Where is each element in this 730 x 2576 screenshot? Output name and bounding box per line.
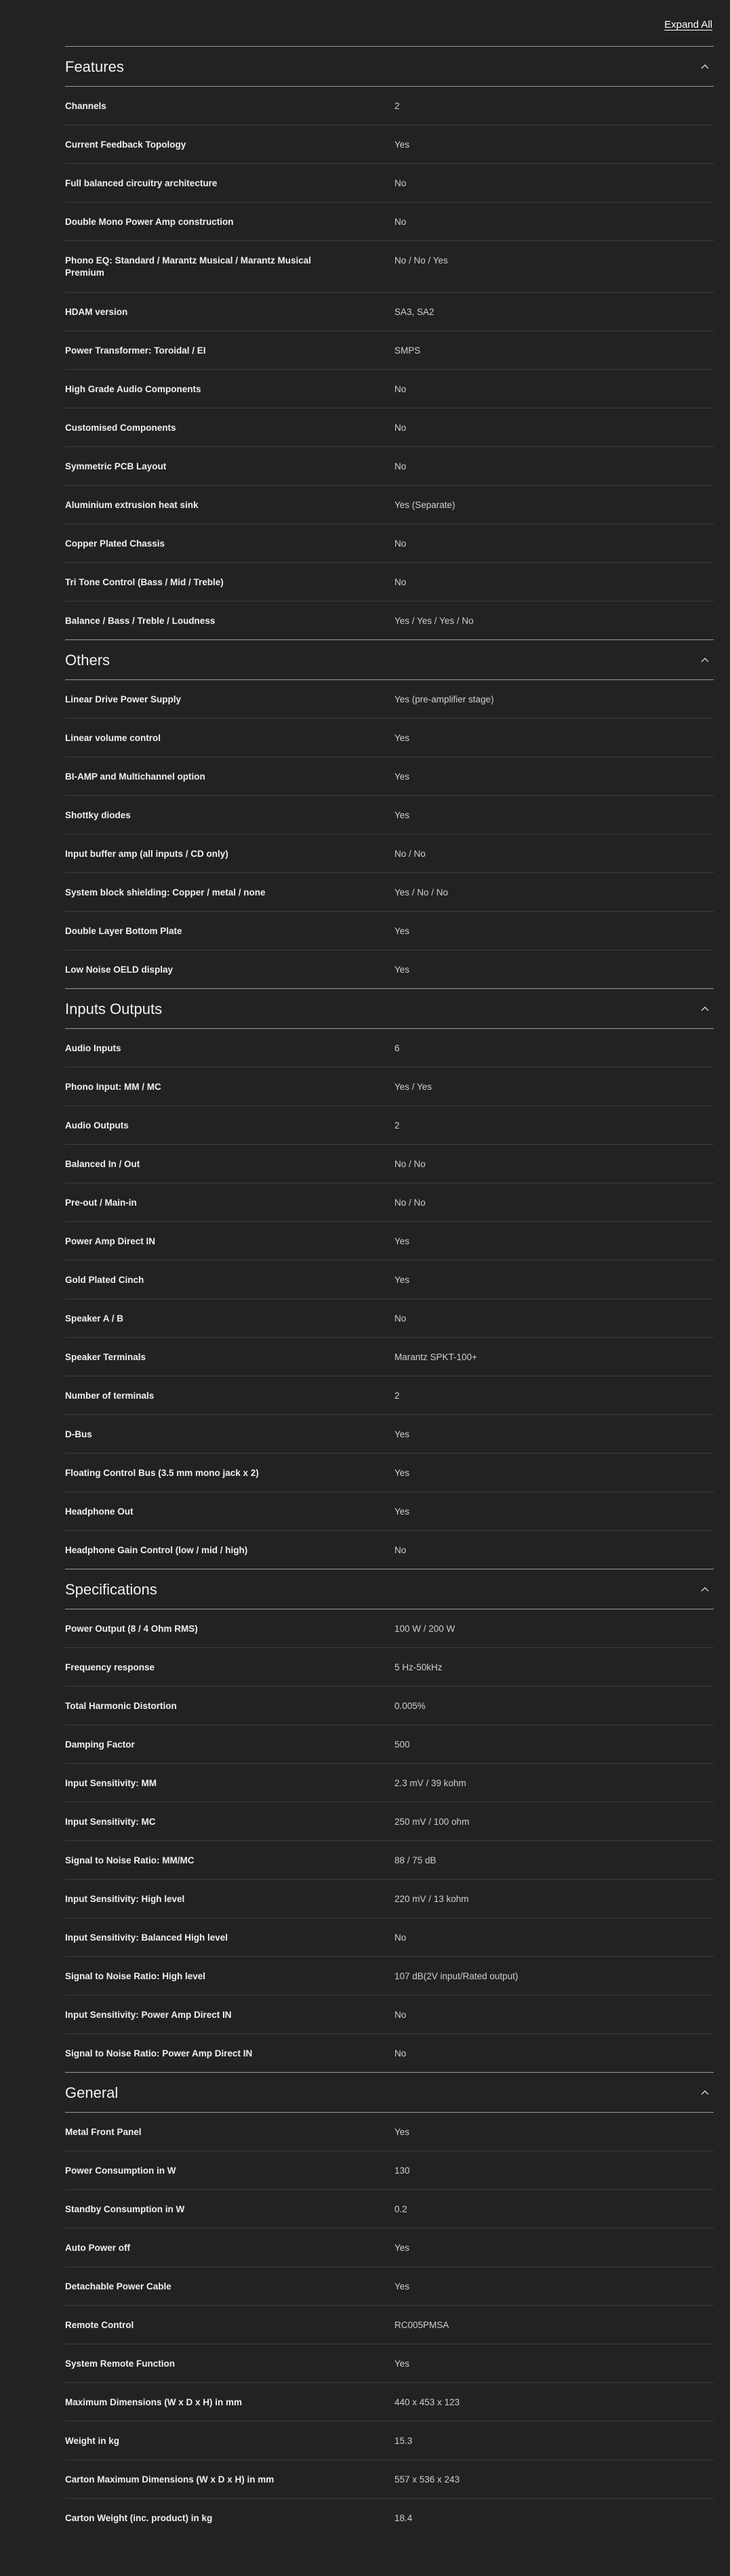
spec-value: Yes <box>394 1506 410 1517</box>
spec-value: No <box>394 384 407 394</box>
spec-label: Input Sensitivity: MM <box>65 1778 157 1788</box>
section-title: General <box>65 2084 119 2101</box>
spec-value: No / No <box>394 849 426 859</box>
spec-value: No <box>394 577 407 587</box>
spec-row <box>65 835 714 873</box>
spec-row <box>65 1415 714 1454</box>
spec-value: No <box>394 1313 407 1324</box>
spec-row <box>65 1068 714 1106</box>
spec-row <box>65 2034 714 2072</box>
spec-row <box>65 1725 714 1764</box>
spec-label: Weight in kg <box>65 2436 119 2446</box>
spec-label: Full balanced circuitry architecture <box>65 178 218 188</box>
spec-value: No <box>394 461 407 471</box>
spec-row <box>65 1609 714 1648</box>
spec-value: Yes <box>394 2127 410 2137</box>
spec-value: 88 / 75 dB <box>394 1855 437 1865</box>
spec-row <box>65 912 714 950</box>
spec-label: High Grade Audio Components <box>65 384 201 394</box>
spec-value: 500 <box>394 1739 410 1750</box>
spec-label: Power Output (8 / 4 Ohm RMS) <box>65 1624 198 1634</box>
spec-row <box>65 1376 714 1415</box>
spec-label: Low Noise OELD display <box>65 965 174 975</box>
chevron-up-icon[interactable] <box>700 2088 710 2097</box>
spec-value: RC005PMSA <box>394 2320 449 2330</box>
spec-value: 0.2 <box>394 2204 407 2214</box>
spec-label: Audio Inputs <box>65 1043 121 1053</box>
spec-row <box>65 2499 714 2537</box>
spec-value: No <box>394 2010 407 2020</box>
spec-row <box>65 1338 714 1376</box>
spec-label: Signal to Noise Ratio: Power Amp Direct IN <box>65 2048 253 2058</box>
spec-label: Headphone Out <box>65 1506 134 1517</box>
spec-row <box>65 1841 714 1880</box>
spec-label: Phono EQ: Standard / Marantz Musical / Marantz Musical Premium <box>65 255 312 278</box>
spec-label: Carton Maximum Dimensions (W x D x H) in mm <box>65 2474 275 2485</box>
spec-row <box>65 2190 714 2229</box>
spec-value: 2 <box>394 1391 400 1401</box>
spec-row <box>65 873 714 912</box>
spec-label: BI-AMP and Multichannel option <box>65 772 205 782</box>
spec-value: Yes / Yes / Yes / No <box>394 616 474 626</box>
spec-row <box>65 408 714 447</box>
spec-value: Yes <box>394 926 410 936</box>
chevron-up-icon[interactable] <box>700 1004 710 1013</box>
spec-label: Remote Control <box>65 2320 134 2330</box>
spec-list <box>65 1609 714 2072</box>
spec-row <box>65 293 714 331</box>
spec-row <box>65 601 714 639</box>
spec-value: 18.4 <box>394 2513 413 2523</box>
spec-row <box>65 1492 714 1531</box>
spec-row <box>65 1687 714 1725</box>
spec-row <box>65 524 714 563</box>
spec-value: 2 <box>394 101 400 111</box>
spec-row <box>65 1222 714 1261</box>
spec-label: Current Feedback Topology <box>65 140 186 150</box>
spec-label: Total Harmonic Distortion <box>65 1701 177 1711</box>
spec-value: No / No <box>394 1159 426 1169</box>
spec-label: Pre-out / Main-in <box>65 1198 137 1208</box>
spec-value: Yes (Separate) <box>394 500 455 510</box>
spec-value: 220 mV / 13 kohm <box>394 1894 469 1904</box>
spec-value: 440 x 453 x 123 <box>394 2397 460 2407</box>
spec-value: No <box>394 178 407 188</box>
spec-row <box>65 719 714 757</box>
spec-row <box>65 1880 714 1918</box>
spec-label: Input Sensitivity: High level <box>65 1894 185 1904</box>
spec-row <box>65 1648 714 1687</box>
spec-label: Signal to Noise Ratio: MM/MC <box>65 1855 195 1865</box>
chevron-up-icon[interactable] <box>700 62 710 71</box>
spec-value: Yes / No / No <box>394 887 449 898</box>
spec-row <box>65 2267 714 2306</box>
spec-value: No / No <box>394 1198 426 1208</box>
spec-value: SMPS <box>394 345 421 356</box>
spec-row <box>65 2306 714 2344</box>
spec-row <box>65 1996 714 2034</box>
spec-row <box>65 164 714 203</box>
spec-value: 557 x 536 x 243 <box>394 2474 460 2485</box>
spec-label: D-Bus <box>65 1429 92 1439</box>
spec-label: Power Consumption in W <box>65 2166 176 2176</box>
spec-value: Yes <box>394 772 410 782</box>
spec-value: No <box>394 1933 407 1943</box>
spec-row <box>65 2229 714 2267</box>
spec-row <box>65 447 714 486</box>
spec-value: Yes / Yes <box>394 1082 432 1092</box>
chevron-up-icon[interactable] <box>700 655 710 664</box>
spec-value: No / No / Yes <box>394 255 448 266</box>
spec-label: Floating Control Bus (3.5 mm mono jack x 2) <box>65 1468 259 1478</box>
spec-list <box>65 1029 714 1569</box>
spec-row <box>65 1918 714 1957</box>
spec-row <box>65 1183 714 1222</box>
spec-value: 107 dB(2V input/Rated output) <box>394 1971 519 1981</box>
spec-label: Symmetric PCB Layout <box>65 461 167 471</box>
spec-label: Gold Plated Cinch <box>65 1275 144 1285</box>
spec-label: Standby Consumption in W <box>65 2204 185 2214</box>
spec-list <box>65 680 714 988</box>
spec-value: Yes <box>394 733 410 743</box>
spec-row <box>65 680 714 719</box>
spec-label: Frequency response <box>65 1662 155 1672</box>
section-header-specifications[interactable] <box>65 1569 714 1609</box>
spec-list <box>65 87 714 639</box>
section-title: Specifications <box>65 1581 157 1598</box>
spec-label: HDAM version <box>65 307 128 317</box>
spec-value: 2 <box>394 1120 400 1131</box>
spec-label: Copper Plated Chassis <box>65 539 165 549</box>
spec-value: 250 mV / 100 ohm <box>394 1817 470 1827</box>
spec-value: 130 <box>394 2166 410 2176</box>
spec-value: No <box>394 217 407 227</box>
spec-value: 5 Hz-50kHz <box>394 1662 443 1672</box>
spec-value: Yes <box>394 1236 410 1246</box>
spec-value: Yes <box>394 1468 410 1478</box>
section-general <box>65 2072 714 2537</box>
spec-label: System block shielding: Copper / metal / none <box>65 887 266 898</box>
spec-value: Yes (pre-amplifier stage) <box>394 694 494 704</box>
spec-label: Customised Components <box>65 423 176 433</box>
spec-label: Maximum Dimensions (W x D x H) in mm <box>65 2397 243 2407</box>
section-title: Others <box>65 652 110 669</box>
section-specifications <box>65 1569 714 2072</box>
spec-label: Power Amp Direct IN <box>65 1236 156 1246</box>
spec-label: Balanced In / Out <box>65 1159 140 1169</box>
spec-label: Detachable Power Cable <box>65 2281 171 2292</box>
spec-row <box>65 2383 714 2422</box>
spec-value: Yes <box>394 965 410 975</box>
spec-label: Input Sensitivity: Balanced High level <box>65 1933 228 1943</box>
spec-label: Balance / Bass / Treble / Loudness <box>65 616 216 626</box>
spec-label: Input buffer amp (all inputs / CD only) <box>65 849 228 859</box>
spec-value: No <box>394 539 407 549</box>
spec-row <box>65 950 714 988</box>
spec-value: 15.3 <box>394 2436 413 2446</box>
spec-row <box>65 1145 714 1183</box>
spec-value: No <box>394 423 407 433</box>
spec-row <box>65 2113 714 2151</box>
chevron-up-icon[interactable] <box>700 1584 710 1594</box>
expand-all-link[interactable]: Expand All <box>664 19 712 30</box>
section-features <box>65 46 714 639</box>
spec-row <box>65 486 714 524</box>
spec-label: Shottky diodes <box>65 810 131 820</box>
spec-label: Aluminium extrusion heat sink <box>65 500 199 510</box>
spec-label: Double Layer Bottom Plate <box>65 926 182 936</box>
spec-value: 0.005% <box>394 1701 426 1711</box>
spec-row <box>65 2344 714 2383</box>
spec-value: Yes <box>394 140 410 150</box>
spec-row <box>65 563 714 601</box>
spec-value: SA3, SA2 <box>394 307 434 317</box>
spec-row <box>65 1802 714 1841</box>
spec-value: Yes <box>394 2359 410 2369</box>
spec-row <box>65 1957 714 1996</box>
spec-row <box>65 1531 714 1569</box>
spec-value: Yes <box>394 2281 410 2292</box>
spec-label: Damping Factor <box>65 1739 135 1750</box>
section-header-others[interactable] <box>65 639 714 680</box>
spec-value: No <box>394 1545 407 1555</box>
spec-label: Metal Front Panel <box>65 2127 142 2137</box>
spec-label: Tri Tone Control (Bass / Mid / Treble) <box>65 577 224 587</box>
spec-row <box>65 796 714 835</box>
spec-label: Signal to Noise Ratio: High level <box>65 1971 206 1981</box>
spec-row <box>65 1764 714 1802</box>
spec-label: Auto Power off <box>65 2243 130 2253</box>
spec-label: Headphone Gain Control (low / mid / high) <box>65 1545 248 1555</box>
spec-row <box>65 1029 714 1068</box>
spec-label: Speaker A / B <box>65 1313 124 1324</box>
spec-row <box>65 331 714 370</box>
spec-label: Channels <box>65 101 106 111</box>
spec-label: Number of terminals <box>65 1391 155 1401</box>
spec-label: Linear Drive Power Supply <box>65 694 182 704</box>
spec-row <box>65 125 714 164</box>
spec-row <box>65 2151 714 2190</box>
spec-label: Phono Input: MM / MC <box>65 1082 161 1092</box>
section-header-general[interactable] <box>65 2072 714 2113</box>
spec-value: 6 <box>394 1043 400 1053</box>
spec-value: Yes <box>394 810 410 820</box>
section-header-features[interactable] <box>65 46 714 87</box>
spec-value: Marantz SPKT-100+ <box>394 1352 477 1362</box>
spec-row <box>65 1106 714 1145</box>
section-others <box>65 639 714 988</box>
spec-label: Speaker Terminals <box>65 1352 146 1362</box>
spec-row <box>65 1454 714 1492</box>
spec-row <box>65 370 714 408</box>
section-inputs-outputs <box>65 988 714 1569</box>
spec-row <box>65 203 714 241</box>
spec-label: Carton Weight (inc. product) in kg <box>65 2513 213 2523</box>
spec-value: 100 W / 200 W <box>394 1624 455 1634</box>
spec-value: Yes <box>394 2243 410 2253</box>
spec-row <box>65 2460 714 2499</box>
spec-row <box>65 241 714 293</box>
spec-label: Input Sensitivity: Power Amp Direct IN <box>65 2010 232 2020</box>
spec-value: Yes <box>394 1275 410 1285</box>
spec-list <box>65 2113 714 2537</box>
spec-value: Yes <box>394 1429 410 1439</box>
spec-row <box>65 2422 714 2460</box>
spec-label: Input Sensitivity: MC <box>65 1817 156 1827</box>
spec-row <box>65 87 714 125</box>
top-bar <box>0 0 730 46</box>
spec-label: Linear volume control <box>65 733 161 743</box>
section-title: Inputs Outputs <box>65 1000 163 1017</box>
spec-label: Audio Outputs <box>65 1120 129 1131</box>
spec-label: System Remote Function <box>65 2359 176 2369</box>
spec-accordion <box>65 46 714 2537</box>
spec-label: Power Transformer: Toroidal / EI <box>65 345 206 356</box>
section-header-inputs-outputs[interactable] <box>65 988 714 1029</box>
spec-value: 2.3 mV / 39 kohm <box>394 1778 466 1788</box>
spec-label: Double Mono Power Amp construction <box>65 217 234 227</box>
spec-row <box>65 757 714 796</box>
section-title: Features <box>65 58 124 75</box>
spec-row <box>65 1261 714 1299</box>
spec-value: No <box>394 2048 407 2058</box>
spec-row <box>65 1299 714 1338</box>
